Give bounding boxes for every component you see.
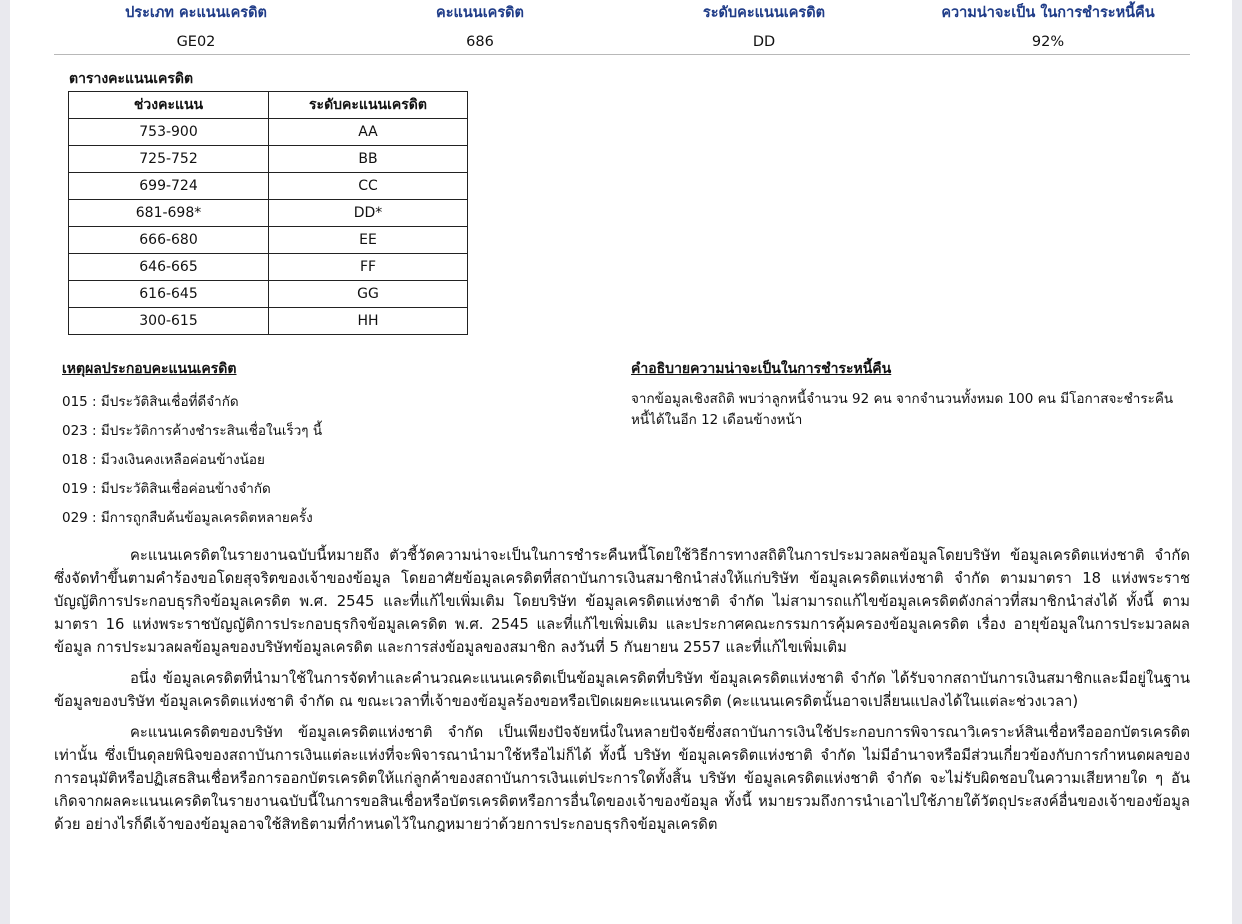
reasons-list	[62, 388, 322, 533]
table-row	[69, 146, 468, 173]
table-row	[69, 200, 468, 227]
disclaimer-paragraph: คะแนนเครดิตของบริษัท ข้อมูลเครดิตแห่งชาติ จำกัด เป็นเพียงปัจจัยหนึ่งในหลายปัจจัยซึ่งสถาบันการเงินใช้ประกอบการพิจารณาวิเคราะห์สินเชื่อหรือออกบัตรเครดิตเท่านั้น ซึ่งเป็นดุลยพินิจของสถาบันการเงินแต่ละแห่งที่จะพิจารณานำมาใช้หรือไม่ก็ได้ ทั้งนี้ บริษัท ข้อมูลเครดิตแห่งชาติ จำกัด ไม่มีอำนาจหรือมีส่วนเกี่ยวข้องกับการกำหนดผลของการอนุมัติหรือปฏิเสธสินเชื่อหรือการออกบัตรเครดิตให้แก่ลูกค้าของสถาบันการเงินแต่ประการใดทั้งสิ้น บริษัท ข้อมูลเครดิตแห่งชาติ จำกัด จะไม่รับผิดชอบในความเสียหายใด ๆ อันเกิดจากผลคะแนนเครดิตในรายงานฉบับนี้ในการขอสินเชื่อหรือบัตรเครดิตหรือการอื่นใดของเจ้าของข้อมูล ทั้งนี้ หมายรวมถึงการนำเอาไปใช้ภายใต้วัตถุประสงค์อื่นของเจ้าของข้อมูลด้วย อย่างไรก็ดีเจ้าของข้อมูลอาจใช้สิทธิตามที่กำหนดไว้ในกฎหมายว่าด้วยการประกอบธุรกิจข้อมูลเครดิต	[54, 724, 1190, 833]
score-grade-value: DD	[752, 34, 776, 50]
page-margin-left	[0, 0, 10, 924]
score-range-cell: 681-698*	[69, 200, 269, 227]
credit-score-header: คะแนนเครดิต	[436, 5, 524, 21]
disclaimer-paragraph: คะแนนเครดิตในรายงานฉบับนี้หมายถึง ตัวชี้วัดความน่าจะเป็นในการชำระคืนหนี้โดยใช้วิธีการทางสถิติในการประมวลผลข้อมูลโดยบริษัท ข้อมูลเครดิตแห่งชาติ จำกัด ซึ่งจัดทำขึ้นตามคำร้องขอโดยสุจริตของเจ้าของข้อมูล โดยอาศัยข้อมูลเครดิตที่สถาบันการเงินสมาชิกนำส่งให้แก่บริษัท ข้อมูลเครดิตแห่งชาติ จำกัด ตามมาตรา 18 แห่งพระราชบัญญัติการประกอบธุรกิจข้อมูลเครดิต พ.ศ. 2545 และที่แก้ไขเพิ่มเติม โดยบริษัท ข้อมูลเครดิตแห่งชาติ จำกัด ไม่สามารถแก้ไขข้อมูลเครดิตดังกล่าวที่สมาชิกนำส่งได้ ทั้งนี้ ตามมาตรา 16 แห่งพระราชบัญญัติการประกอบธุรกิจข้อมูลเครดิต พ.ศ. 2545 และที่แก้ไขเพิ่มเติม และประกาศคณะกรรมการคุ้มครองข้อมูลเครดิต เรื่อง อายุข้อมูลในการประมวลผลข้อมูล การประมวลผลข้อมูลของบริษัทข้อมูลเครดิต และการส่งข้อมูลของสมาชิก ลงวันที่ 5 กันยายน 2557 และที่แก้ไขเพิ่มเติม	[54, 547, 1190, 656]
score-grade-cell: EE	[269, 227, 468, 254]
list-item: 015 : มีประวัติสินเชื่อที่ดีจำกัด	[62, 394, 239, 410]
score-grade-column	[622, 0, 906, 58]
score-summary	[54, 0, 1190, 55]
list-item: 019 : มีประวัติสินเชื่อค่อนข้างจำกัด	[62, 481, 271, 497]
list-item: 018 : มีวงเงินคงเหลือค่อนข้างน้อย	[62, 452, 265, 468]
score-grade-cell: BB	[269, 146, 468, 173]
table-row	[69, 281, 468, 308]
score-type-column	[54, 0, 338, 58]
score-grade-cell: GG	[269, 281, 468, 308]
score-range-header: ช่วงคะแนน	[69, 92, 269, 119]
score-table-title: ตารางคะแนนเครดิต	[69, 71, 194, 87]
repayment-probability-value: 92%	[1031, 34, 1065, 50]
probability-title: คำอธิบายความน่าจะเป็นในการชำระหนี้คืน	[631, 361, 892, 377]
score-range-cell: 753-900	[69, 119, 269, 146]
score-range-cell: 699-724	[69, 173, 269, 200]
score-range-cell: 300-615	[69, 308, 269, 335]
repayment-probability-column	[906, 0, 1190, 58]
score-grade-header: ระดับคะแนนเครดิต	[702, 5, 826, 21]
table-row	[69, 254, 468, 281]
score-table-header-row	[69, 92, 468, 119]
probability-text: จากข้อมูลเชิงสถิติ พบว่าลูกหนี้จำนวน 92 คน จากจำนวนทั้งหมด 100 คน มีโอกาสจะชำระคืนหนี้ได้ในอีก 12 เดือนข้างหน้า	[631, 391, 1174, 428]
table-row	[69, 308, 468, 335]
score-range-cell: 725-752	[69, 146, 269, 173]
table-row	[69, 173, 468, 200]
list-item: 029 : มีการถูกสืบค้นข้อมูลเครดิตหลายครั้ง	[62, 510, 313, 526]
score-grade-cell: CC	[269, 173, 468, 200]
list-item: 023 : มีประวัติการค้างชำระสินเชื่อในเร็วๆ นี้	[62, 423, 323, 439]
score-grade-cell: FF	[269, 254, 468, 281]
score-range-cell: 616-645	[69, 281, 269, 308]
score-range-cell: 646-665	[69, 254, 269, 281]
score-grade-cell: AA	[269, 119, 468, 146]
score-grade-cell: HH	[269, 308, 468, 335]
score-type-value: GE02	[176, 34, 216, 50]
reasons-title: เหตุผลประกอบคะแนนเครดิต	[62, 361, 237, 377]
disclaimer-paragraph: อนึ่ง ข้อมูลเครดิตที่นำมาใช้ในการจัดทำและคำนวณคะแนนเครดิตเป็นข้อมูลเครดิตที่บริษัท ข้อมูลเครดิตแห่งชาติ จำกัด ได้รับจากสถาบันการเงินสมาชิกและมีอยู่ในฐานข้อมูลของบริษัท ข้อมูลเครดิตแห่งชาติ จำกัด ณ ขณะเวลาที่เจ้าของข้อมูลร้องขอหรือเปิดเผยคะแนนเครดิต (คะแนนเครดิตนั้นอาจเปลี่ยนแปลงได้ในแต่ละช่วงเวลา)	[54, 670, 1190, 710]
disclaimer	[54, 544, 1190, 844]
table-row	[69, 227, 468, 254]
page-margin-right	[1232, 0, 1242, 924]
score-grade-header: ระดับคะแนนเครดิต	[269, 92, 468, 119]
credit-score-value: 686	[466, 34, 494, 50]
score-type-header: ประเภท คะแนนเครดิต	[125, 5, 267, 21]
repayment-probability-header: ความน่าจะเป็น ในการชำระหนี้คืน	[941, 5, 1155, 21]
score-table	[68, 91, 468, 335]
table-row	[69, 119, 468, 146]
score-range-cell: 666-680	[69, 227, 269, 254]
credit-score-column	[338, 0, 622, 58]
score-grade-cell: DD*	[269, 200, 468, 227]
